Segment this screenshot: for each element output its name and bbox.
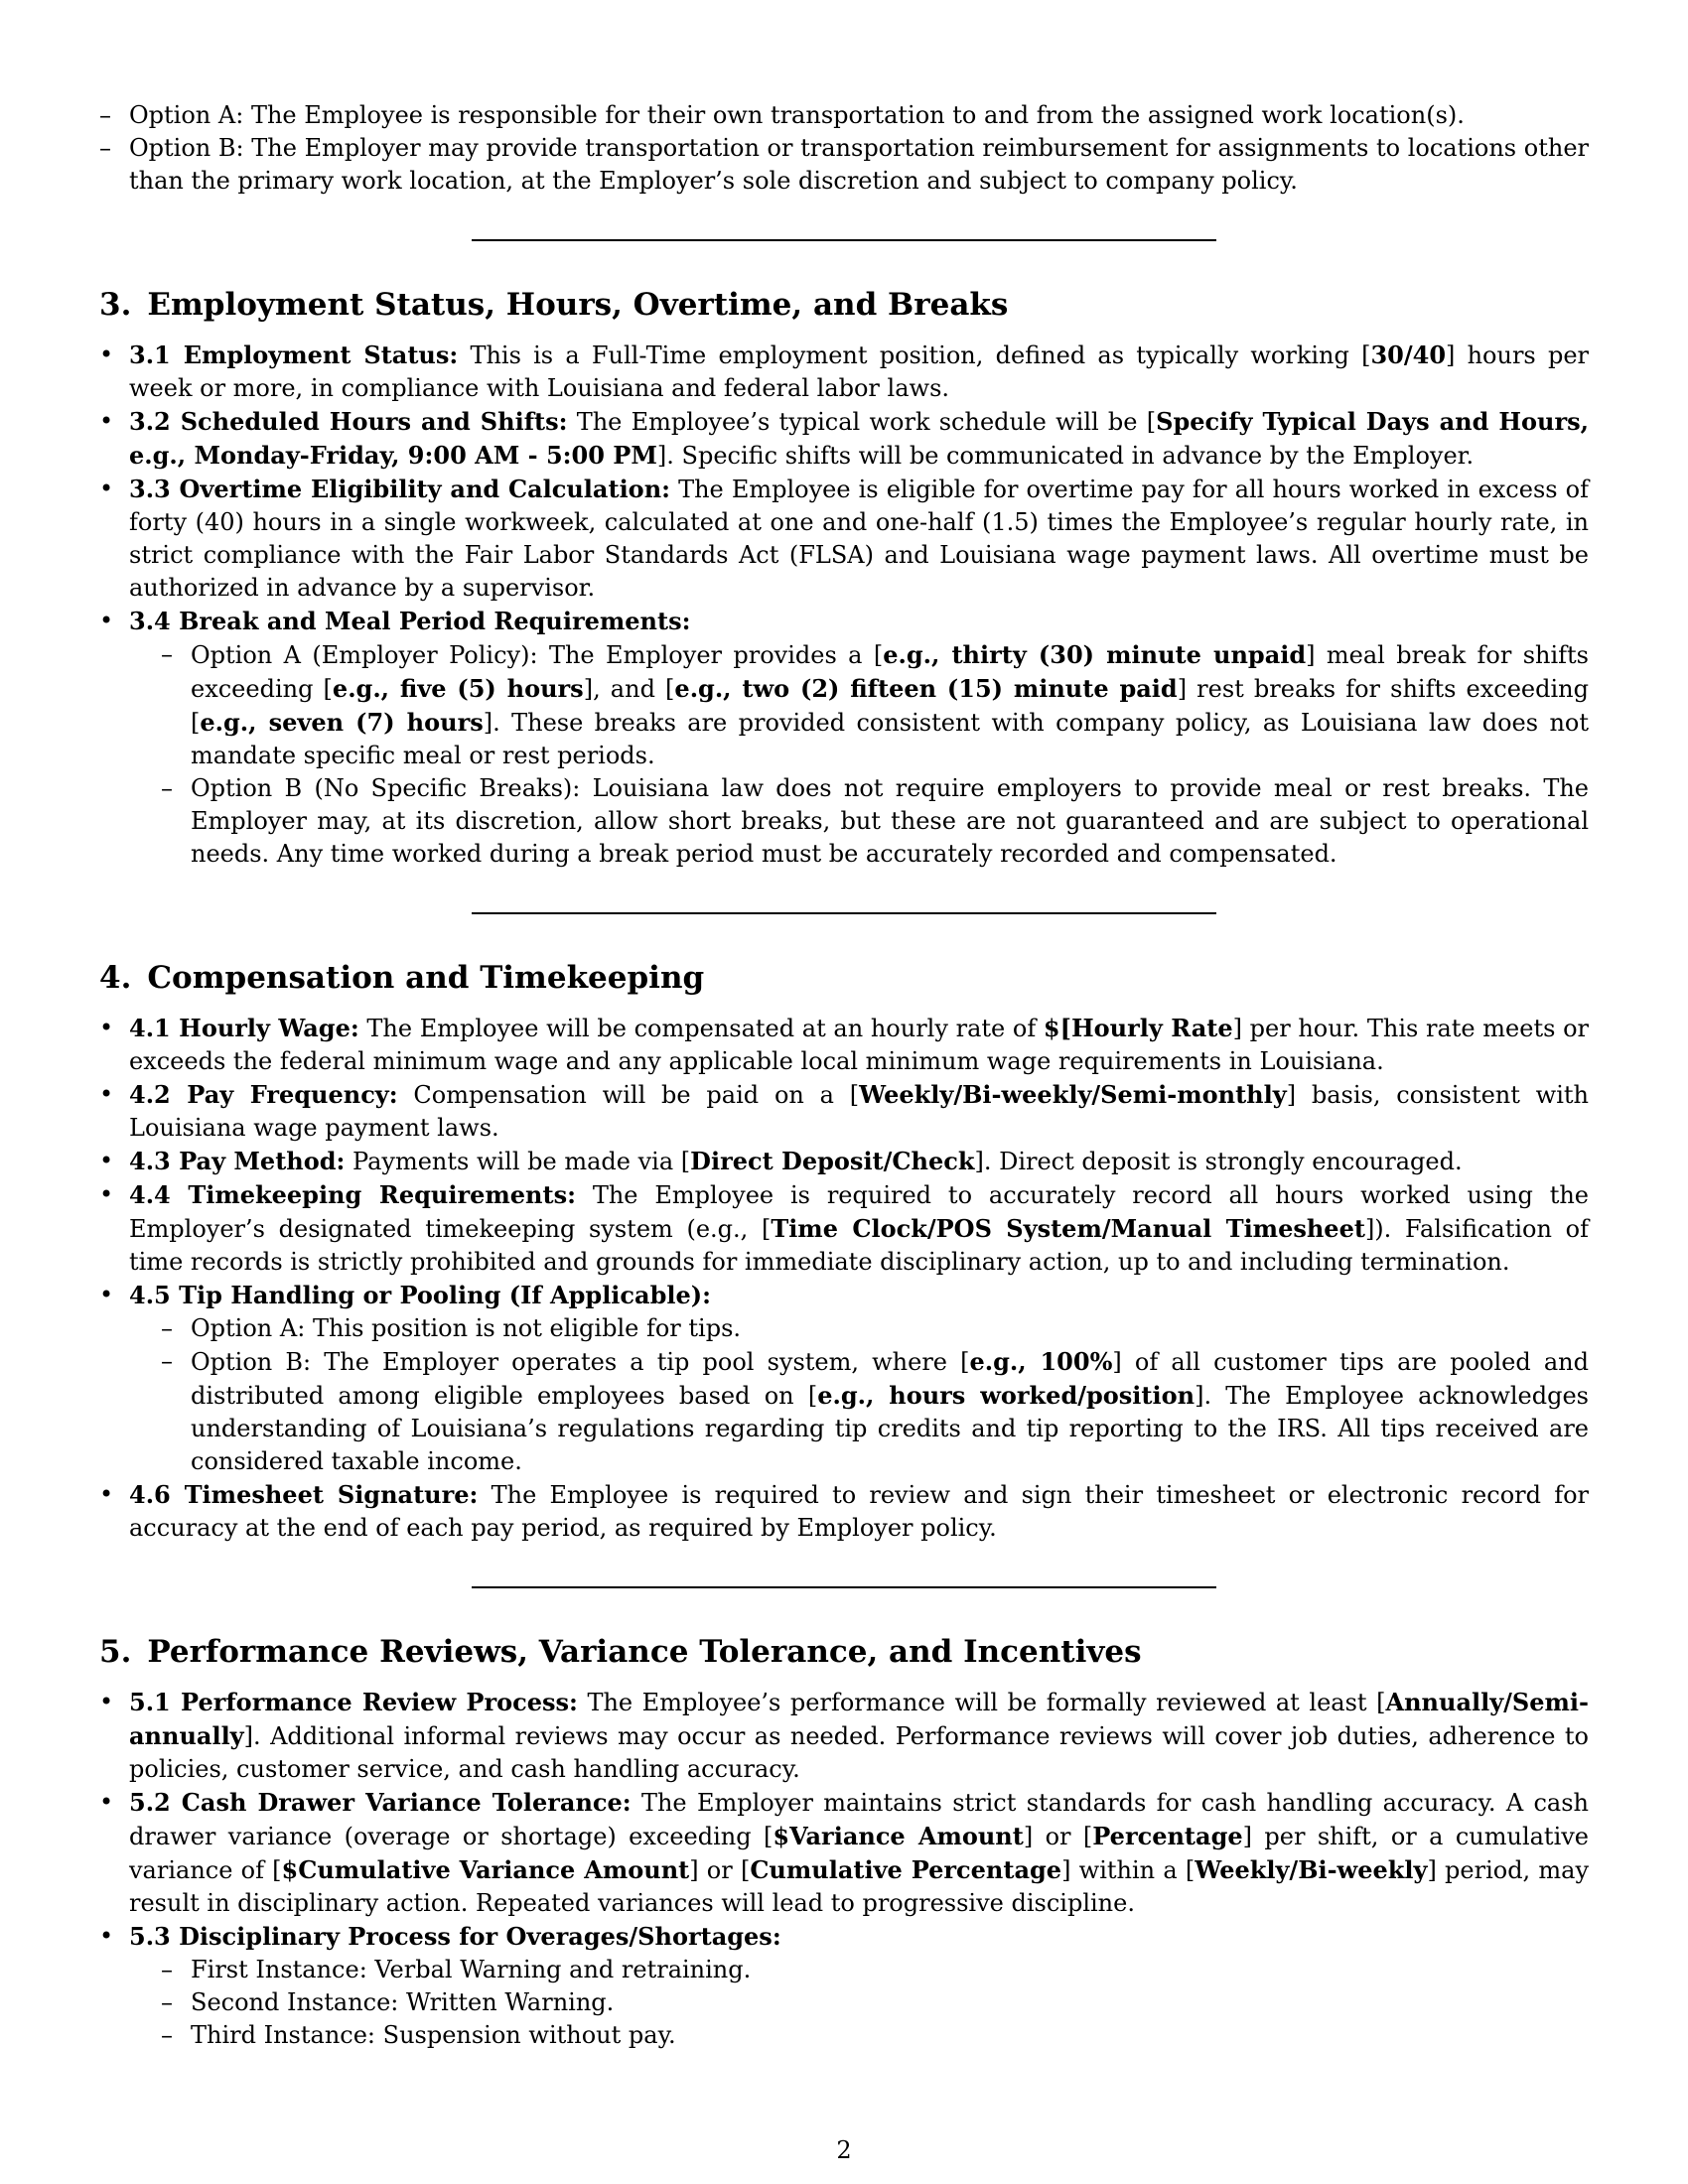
bullet: • bbox=[99, 1014, 114, 1041]
list-item-3-1: • 3.1 Employment Status: This is a Full-Time employment position, defined as typically working [30/40] hours per week or more, in compliance with Louisiana and federal labor laws. bbox=[99, 341, 1589, 402]
section-5-list bbox=[62, 1686, 1589, 2052]
list-item bbox=[0, 99, 1589, 132]
bullet: • bbox=[99, 1180, 114, 1208]
page-number: 2 bbox=[836, 2136, 852, 2164]
list-item-4-3: • 4.3 Pay Method: Payments will be made via [Direct Deposit/Check]. Direct deposit is strongly encouraged. bbox=[99, 1147, 1463, 1175]
dash-bullet: – bbox=[161, 774, 173, 802]
dash-bullet: – bbox=[161, 1347, 173, 1375]
option-a-text: Option A: The Employee is responsible for their own transportation to and from the assigned work location(s). bbox=[129, 101, 1465, 129]
document-content bbox=[99, 99, 1589, 2052]
list-item: – Option A: This position is not eligible for tips. bbox=[62, 1312, 1589, 1345]
bullet: • bbox=[99, 475, 114, 502]
bullet: • bbox=[99, 1480, 114, 1508]
list-item-3-2: • 3.2 Scheduled Hours and Shifts: The Employee’s typical work schedule will be [Specify Typical Days and Hours, e.g., Monday-Friday, 9:00 AM - 5:00 PM]. Specific shifts will be communicated in advance by the Employer. bbox=[99, 407, 1589, 470]
bullet: • bbox=[99, 1281, 114, 1308]
section-5-heading: 5. Performance Reviews, Variance Tolerance, and Incentives bbox=[99, 1634, 1142, 1670]
list-item: – Third Instance: Suspension without pay. bbox=[62, 2019, 1589, 2052]
section-divider bbox=[472, 1586, 1216, 1588]
list-item-4-5: • 4.5 Tip Handling or Pooling (If Applicable): – Option A: This position is not eligible for tips. – Option B: The Employer operates a tip pool system, where [e.g., 100%] of all customer tips are pooled and distributed among eligible employees based on [e.g., hours worked/position]. The Employee acknowledges understanding of Louisiana’s regulations regarding tip credits and tip reporting to the IRS. All tips received are considered taxable income. bbox=[62, 1279, 1589, 1478]
dash-bullet: – bbox=[99, 134, 111, 162]
section-divider bbox=[472, 239, 1216, 241]
list-item: – Option B (No Specific Breaks): Louisiana law does not require employers to provide meal or rest breaks. The Employer may, at its discretion, allow short breaks, but these are not guaranteed and are subject to operational needs. Any time worked during a break period must be accurately recorded and compensated. bbox=[161, 774, 1589, 868]
disciplinary-steps bbox=[62, 1954, 1589, 2052]
section-4-list bbox=[62, 1012, 1589, 1545]
section-3-heading: 3. Employment Status, Hours, Overtime, and Breaks bbox=[99, 287, 1009, 323]
transportation-options bbox=[0, 99, 1589, 198]
dash-bullet: – bbox=[99, 101, 111, 129]
option-b-text: Option B: The Employer may provide transportation or transportation reimbursement for assignments to locations other than the primary work location, at the Employer’s sole discretion and subject to company policy. bbox=[129, 134, 1589, 195]
bullet: • bbox=[99, 607, 114, 634]
bullet: • bbox=[99, 1147, 114, 1174]
bullet: • bbox=[99, 407, 114, 435]
bullet: • bbox=[99, 1080, 114, 1108]
list-item: – Second Instance: Written Warning. bbox=[62, 1986, 1589, 2019]
dash-bullet: – bbox=[161, 1314, 173, 1342]
list-item-5-3: • 5.3 Disciplinary Process for Overages/Shortages: – First Instance: Verbal Warning and retraining. – Second Instance: Written Warning. – Third Instance: Suspension without pay. bbox=[62, 1920, 1589, 2052]
list-item-4-1: • 4.1 Hourly Wage: The Employee will be compensated at an hourly rate of $[Hourly Rate] per hour. This rate meets or exceeds the federal minimum wage and any applicable local minimum wage requirements in Louisiana. bbox=[99, 1014, 1589, 1075]
section-3-list bbox=[62, 339, 1589, 871]
bullet: • bbox=[99, 1788, 114, 1816]
dash-bullet: – bbox=[161, 640, 173, 668]
dash-bullet: – bbox=[161, 2021, 173, 2049]
list-item-5-1: • 5.1 Performance Review Process: The Employee’s performance will be formally reviewed at least [Annually/Semi-annually]. Additional informal reviews may occur as needed. Performance reviews will cover job duties, adherence to policies, customer service, and cash handling accuracy. bbox=[99, 1688, 1590, 1783]
list-item-3-3: • 3.3 Overtime Eligibility and Calculation: The Employee is eligible for overtime pay for all hours worked in excess of forty (40) hours in a single workweek, calculated at one and one-half (1.5) times the Employee’s regular hourly rate, in strict compliance with the Fair Labor Standards Act (FLSA) and Louisiana wage payment laws. All overtime must be authorized in advance by a supervisor. bbox=[99, 475, 1589, 602]
section-divider bbox=[472, 912, 1216, 914]
list-item: – Option B: The Employer operates a tip pool system, where [e.g., 100%] of all customer tips are pooled and distributed among eligible employees based on [e.g., hours worked/position]. The Employee acknowledges understanding of Louisiana’s regulations regarding tip credits and tip reporting to the IRS. All tips received are considered taxable income. bbox=[161, 1347, 1589, 1475]
bullet: • bbox=[99, 1688, 114, 1715]
list-item-4-2: • 4.2 Pay Frequency: Compensation will be paid on a [Weekly/Bi-weekly/Semi-monthly] basis, consistent with Louisiana wage payment laws. bbox=[99, 1080, 1589, 1142]
list-item: – First Instance: Verbal Warning and retraining. bbox=[62, 1954, 1589, 1986]
bullet: • bbox=[99, 341, 114, 368]
list-item-3-4: • 3.4 Break and Meal Period Requirements: – Option A (Employer Policy): The Employer provides a [e.g., thirty (30) minute unpaid] meal break for shifts exceeding [e.g., five (5) hours], and [e.g., two (2) fifteen (15) minute paid] rest breaks for shifts exceeding [e.g., seven (7) hours]. These breaks are provided consistent with company policy, as Louisiana law does not mandate specific meal or rest periods. – Option B (No Specific Breaks): Louisiana law does not require employers to provide meal or rest breaks. The Employer may, at its discretion, allow short breaks, but these are not guaranteed and are subject to operational needs. Any time worked during a break period must be accurately recorded and compensated. bbox=[62, 605, 1589, 871]
section-4-heading: 4. Compensation and Timekeeping bbox=[99, 960, 705, 996]
break-options bbox=[62, 638, 1589, 871]
list-item: – Option A (Employer Policy): The Employer provides a [e.g., thirty (30) minute unpaid] meal break for shifts exceeding [e.g., five (5) hours], and [e.g., two (2) fifteen (15) minute paid] rest breaks for shifts exceeding [e.g., seven (7) hours]. These breaks are provided consistent with company policy, as Louisiana law does not mandate specific meal or rest periods. bbox=[161, 640, 1589, 769]
dash-bullet: – bbox=[161, 1956, 173, 1983]
list-item-4-6: • 4.6 Timesheet Signature: The Employee is required to review and sign their timesheet or electronic record for accuracy at the end of each pay period, as required by Employer policy. bbox=[99, 1480, 1590, 1542]
tip-options bbox=[62, 1312, 1589, 1478]
dash-bullet: – bbox=[161, 1988, 173, 2016]
list-item-4-4: • 4.4 Timekeeping Requirements: The Employee is required to accurately record all hours worked using the Employer’s designated timekeeping system (e.g., [Time Clock/POS System/Manual Timesheet]). Falsification of time records is strictly prohibited and grounds for immediate disciplinary action, up to and including termination. bbox=[99, 1180, 1590, 1276]
bullet: • bbox=[99, 1922, 114, 1950]
list-item-5-2: • 5.2 Cash Drawer Variance Tolerance: The Employer maintains strict standards for cash handling accuracy. A cash drawer variance (overage or shortage) exceeding [$Variance Amount] or [Percentage] per shift, or a cumulative variance of [$Cumulative Variance Amount] or [Cumulative Percentage] within a [Weekly/Bi-weekly] period, may result in disciplinary action. Repeated variances will lead to progressive discipline. bbox=[99, 1788, 1590, 1917]
list-item bbox=[0, 132, 1589, 198]
